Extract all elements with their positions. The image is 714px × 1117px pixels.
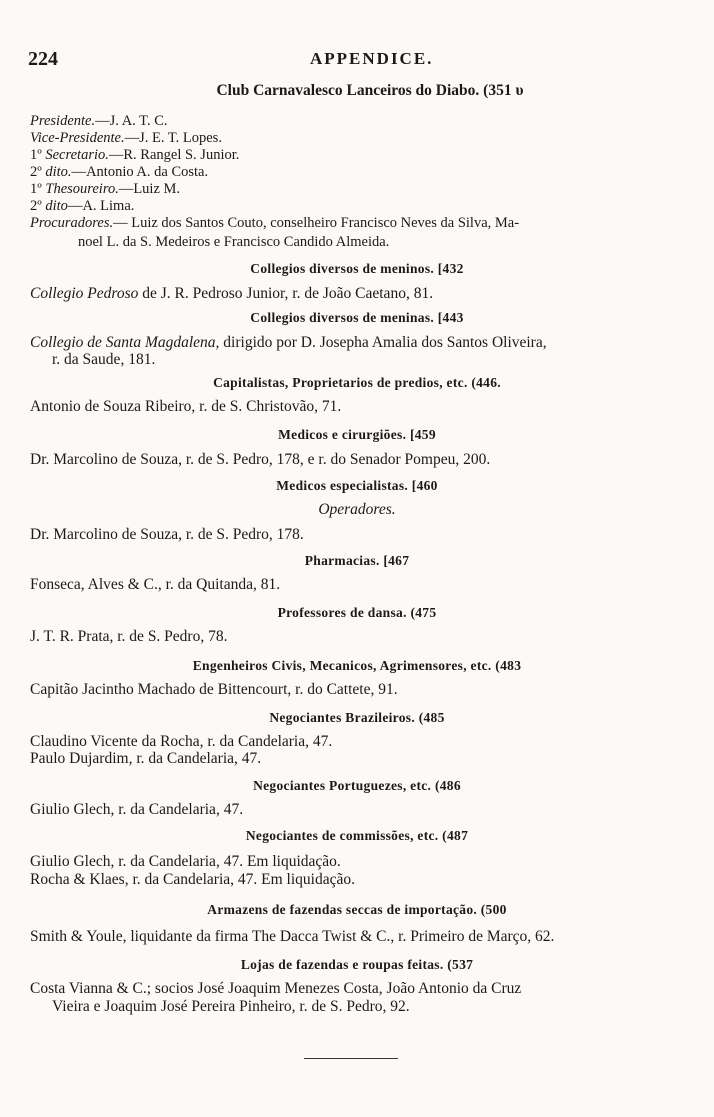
closing-rule <box>304 1058 398 1059</box>
running-title: APPENDICE. <box>310 49 434 68</box>
entry-line: Vieira e Joaquim José Pereira Pinheiro, r. de S. Pedro, 92. <box>52 998 410 1015</box>
entry-line: 2º dito.—Antonio A. da Costa. <box>30 164 209 180</box>
entry-line: Procuradores.— Luiz dos Santos Couto, conselheiro Francisco Neves da Silva, Ma- <box>30 215 520 231</box>
section-heading: Capitalistas, Proprietarios de predios, etc. (446. <box>213 375 501 390</box>
entry-line: Collegio de Santa Magdalena, dirigido por D. Josepha Amalia dos Santos Oliveira, <box>30 334 547 351</box>
section-heading: Medicos especialistas. [460 <box>276 478 438 493</box>
entry-line: Giulio Glech, r. da Candelaria, 47. Em liquidação. <box>30 853 341 870</box>
section-heading-club <box>0 82 714 100</box>
heading-text: Club Carnavalesco Lanceiros do Diabo. <box>216 82 480 99</box>
section-heading: Lojas de fazendas e roupas feitas. (537 <box>240 957 474 972</box>
section-heading: Negociantes Brazileiros. (485 <box>269 710 445 725</box>
section-heading: Collegios diversos de meninas. [443 <box>250 310 464 325</box>
section-heading: Negociantes de commissões, etc. (487 <box>245 828 469 843</box>
entry-line: Paulo Dujardim, r. da Candelaria, 47. <box>30 750 262 767</box>
section-heading: Collegios diversos de meninos. [432 <box>250 261 464 276</box>
entry-line: 2º dito—A. Lima. <box>30 198 135 214</box>
entry-line: Smith & Youle, liquidante da firma The Dacca Twist & C., r. Primeiro de Março, 62. <box>30 928 555 945</box>
subheading: Operadores. <box>318 501 396 518</box>
entry-line: noel L. da S. Medeiros e Francisco Candido Almeida. <box>78 234 390 250</box>
entry-line: Presidente.—J. A. T. C. <box>30 113 168 129</box>
entry-line: Collegio Pedroso de J. R. Pedroso Junior, r. de João Caetano, 81. <box>30 285 434 302</box>
page-header <box>28 48 668 74</box>
heading-ref: (351 υ <box>483 82 524 99</box>
entry-line: Dr. Marcolino de Souza, r. de S. Pedro, 178, e r. do Senador Pompeu, 200. <box>30 451 491 468</box>
page-number: 224 <box>28 48 58 70</box>
section-heading: Negociantes Portuguezes, etc. (486 <box>253 778 461 793</box>
entry-line: Rocha & Klaes, r. da Candelaria, 47. Em liquidação. <box>30 871 355 888</box>
entry-line: Capitão Jacintho Machado de Bittencourt, r. do Cattete, 91. <box>30 681 398 698</box>
section-heading: Professores de dansa. (475 <box>277 605 437 620</box>
entry-line: Claudino Vicente da Rocha, r. da Candelaria, 47. <box>30 733 333 750</box>
entry-line: 1º Secretario.—R. Rangel S. Junior. <box>30 147 240 163</box>
entry-line: 1º Thesoureiro.—Luiz M. <box>30 181 181 197</box>
section-heading: Engenheiros Civis, Mecanicos, Agrimensores, etc. (483 <box>192 658 522 673</box>
entry-line: Giulio Glech, r. da Candelaria, 47. <box>30 801 244 818</box>
entry-line: Antonio de Souza Ribeiro, r. de S. Christovão, 71. <box>30 398 342 415</box>
section-heading: Pharmacias. [467 <box>304 553 410 568</box>
entry-line: Fonseca, Alves & C., r. da Quitanda, 81. <box>30 576 281 593</box>
entry-line: Dr. Marcolino de Souza, r. de S. Pedro, 178. <box>30 526 304 543</box>
entry-line: Vice-Presidente.—J. E. T. Lopes. <box>30 130 222 146</box>
section-heading: Medicos e cirurgiões. [459 <box>278 427 436 442</box>
entry-line: Costa Vianna & C.; socios José Joaquim Menezes Costa, João Antonio da Cruz <box>30 980 522 997</box>
entry-line: r. da Saude, 181. <box>52 351 156 368</box>
entry-line: J. T. R. Prata, r. de S. Pedro, 78. <box>30 628 228 645</box>
section-heading: Armazens de fazendas seccas de importação. (500 <box>207 902 507 917</box>
